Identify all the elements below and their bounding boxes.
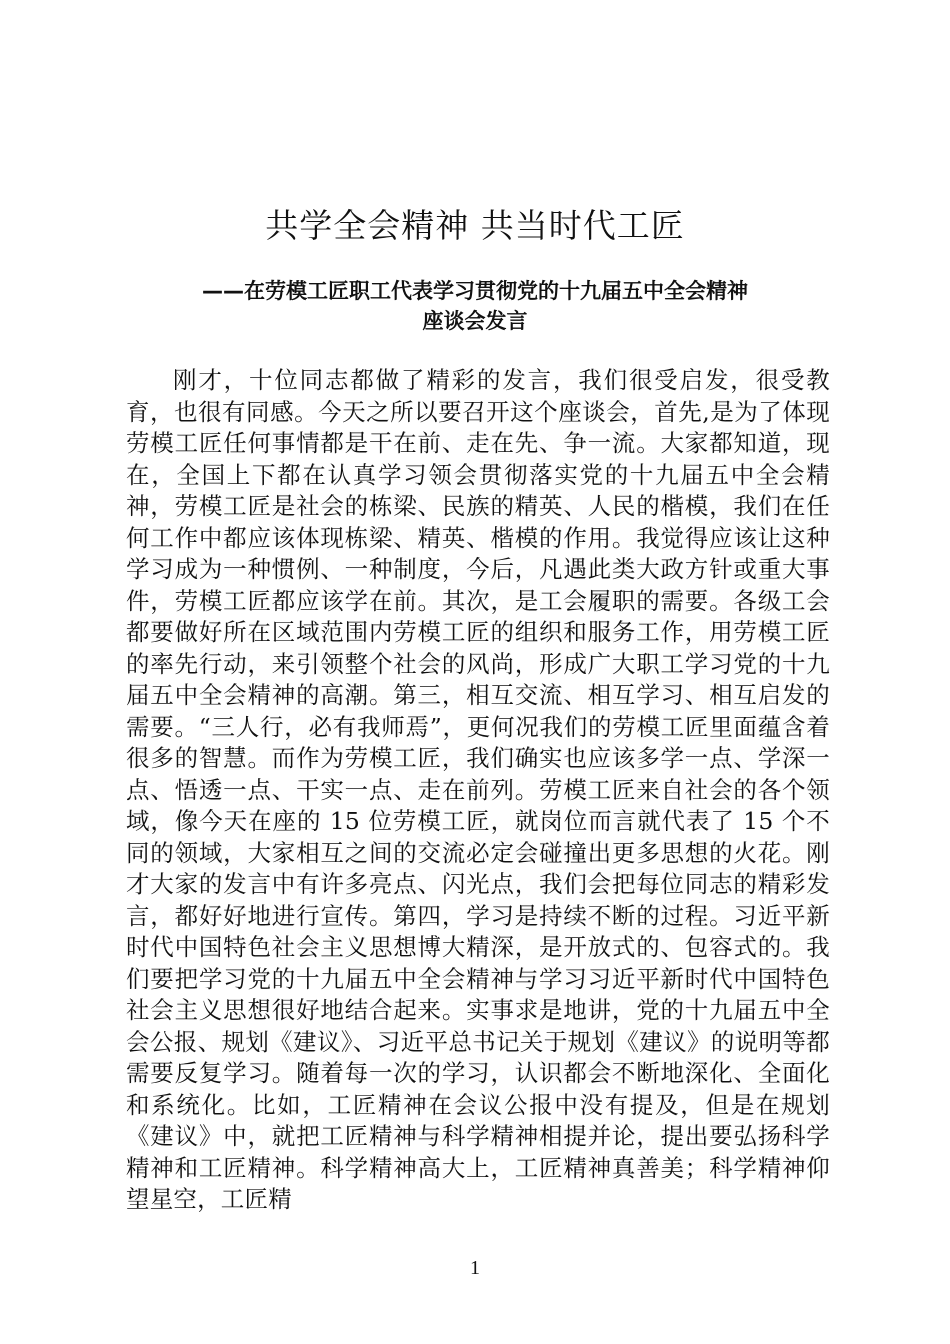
document-subtitle-line-1: ——在劳模工匠职工代表学习贯彻党的十九届五中全会精神 bbox=[202, 279, 748, 303]
body-paragraph: 刚才，十位同志都做了精彩的发言，我们很受启发，很受教育，也很有同感。今天之所以要召开这个座谈会，首先,是为了体现劳模工匠任何事情都是干在前、走在先、争一流。大家都知道，现在，全国上下都在认真学习领会贯彻落实党的十九届五中全会精神，劳模工匠是社会的栋梁、民族的精英、人民的楷模，我们在任何工作中都应该体现栋梁、精英、楷模的作用。我觉得应该让这种学习成为一种惯例、一种制度，今后，凡遇此类大政方针或重大事件，劳模工匠都应该学在前。其次，是工会履职的需要。各级工会都要做好所在区域范围内劳模工匠的组织和服务工作，用劳模工匠的率先行动，来引领整个社会的风尚，形成广大职工学习党的十九届五中全会精神的高潮。第三，相互交流、相互学习、相互启发的需要。“三人行，必有我师焉”，更何况我们的劳模工匠里面蕴含着很多的智慧。而作为劳模工匠，我们确实也应该多学一点、学深一点、悟透一点、干实一点、走在前列。劳模工匠来自社会的各个领域，像今天在座的 15 位劳模工匠，就岗位而言就代表了 15 个不同的领域，大家相互之间的交流必定会碰撞出更多思想的火花。刚才大家的发言中有许多亮点、闪光点，我们会把每位同志的精彩发言，都好好地进行宣传。第四，学习是持续不断的过程。习近平新时代中国特色社会主义思想博大精深，是开放式的、包容式的。我们要把学习党的十九届五中全会精神与学习习近平新时代中国特色社会主义思想很好地结合起来。实事求是地讲，党的十九届五中全会公报、规划《建议》、习近平总书记关于规划《建议》的说明等都需要反复学习。随着每一次的学习，认识都会不断地深化、全面化和系统化。比如，工匠精神在会议公报中没有提及，但是在规划《建议》中，就把工匠精神与科学精神相提并论，提出要弘扬科学精神和工匠精神。科学精神高大上，工匠精神真善美；科学精神仰望星空，工匠精 bbox=[126, 366, 830, 1213]
document-subtitle-line-2: 座谈会发言 bbox=[422, 309, 528, 333]
page-number: 1 bbox=[470, 1257, 480, 1279]
document-title: 共学全会精神 共当时代工匠 bbox=[265, 206, 685, 245]
